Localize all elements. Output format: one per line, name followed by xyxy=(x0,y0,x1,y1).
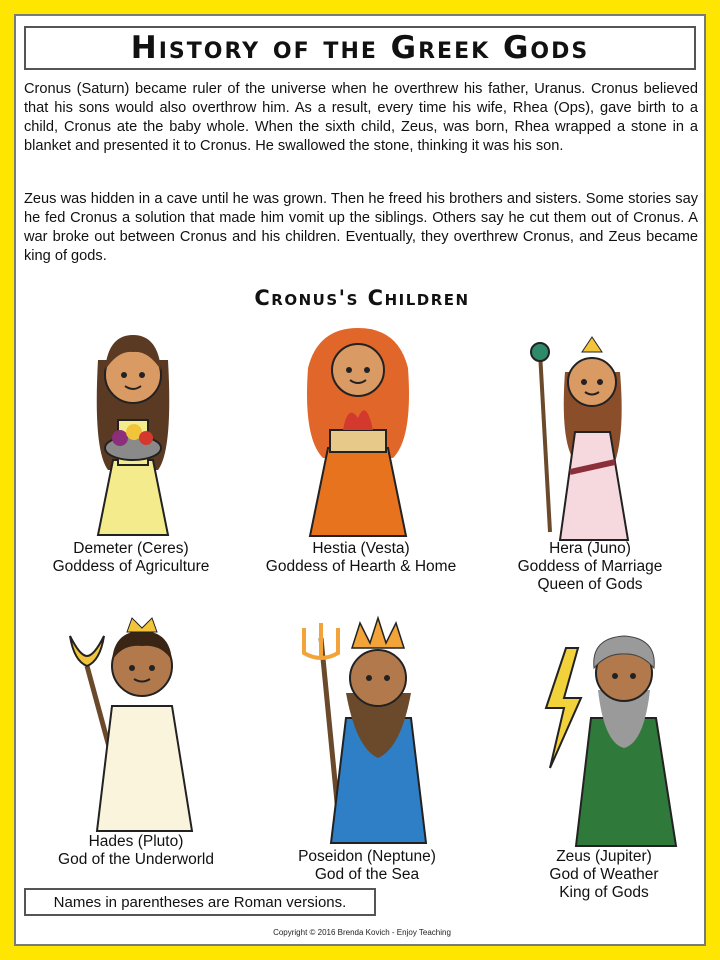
paragraph-1: Cronus (Saturn) became ruler of the universe when he overthrew his father, Uranus. Cronus believed that his sons would also overthrow him. As a result, every time his wife, Rhea (Ops), gave birth to a child, Cronus ate the baby whole. When the sixth child, Zeus, was born, Rhea wrapped a stone in a blanket and presented it to Cronus. He swallowed the stone, thinking it was his son. xyxy=(24,81,698,154)
section-title: Cronus's Children xyxy=(254,286,470,310)
caption-hera xyxy=(490,540,690,594)
page-title: History of the Greek Gods xyxy=(130,30,590,66)
demeter-figure-icon xyxy=(78,320,188,540)
god-name: Hestia (Vesta) xyxy=(312,540,410,557)
god-name: Poseidon (Neptune) xyxy=(298,848,436,865)
god-title: Queen of Gods xyxy=(537,576,643,593)
paragraph-2: Zeus was hidden in a cave until he was grown. Then he freed his brothers and sisters. Some stories say he fed Cronus a solution that made him vomit up the siblings. Others say he cut them out of Cronus. A war broke out between Cronus and his children. Eventually, they overthrew Cronus, and Zeus became king of gods. xyxy=(24,191,698,264)
god-role: God of Weather xyxy=(549,866,659,883)
god-name: Hera (Juno) xyxy=(549,540,631,557)
god-name: Demeter (Ceres) xyxy=(73,540,189,557)
caption-zeus xyxy=(504,848,704,902)
caption-hades xyxy=(36,833,236,869)
god-role: God of the Sea xyxy=(314,866,420,883)
god-title: King of Gods xyxy=(559,884,649,901)
god-role: Goddess of Hearth & Home xyxy=(265,558,457,575)
caption-demeter xyxy=(26,540,236,576)
title-box xyxy=(24,26,696,70)
god-role: God of the Underworld xyxy=(58,851,214,868)
god-name: Hades (Pluto) xyxy=(88,833,184,850)
copyright-text: Copyright © 2016 Brenda Kovich - Enjoy Teaching xyxy=(273,928,451,937)
hades-figure-icon xyxy=(52,606,202,836)
hera-figure-icon xyxy=(520,322,640,542)
poseidon-figure-icon xyxy=(286,608,436,848)
roman-names-note: Names in parentheses are Roman versions. xyxy=(24,888,376,916)
zeus-figure-icon xyxy=(536,618,686,848)
caption-poseidon xyxy=(262,848,472,884)
hestia-figure-icon xyxy=(298,318,418,538)
god-name: Zeus (Jupiter) xyxy=(556,848,652,865)
worksheet-page xyxy=(14,14,706,946)
god-role: Goddess of Marriage xyxy=(517,558,663,575)
god-role: Goddess of Agriculture xyxy=(52,558,210,575)
caption-hestia xyxy=(246,540,476,576)
